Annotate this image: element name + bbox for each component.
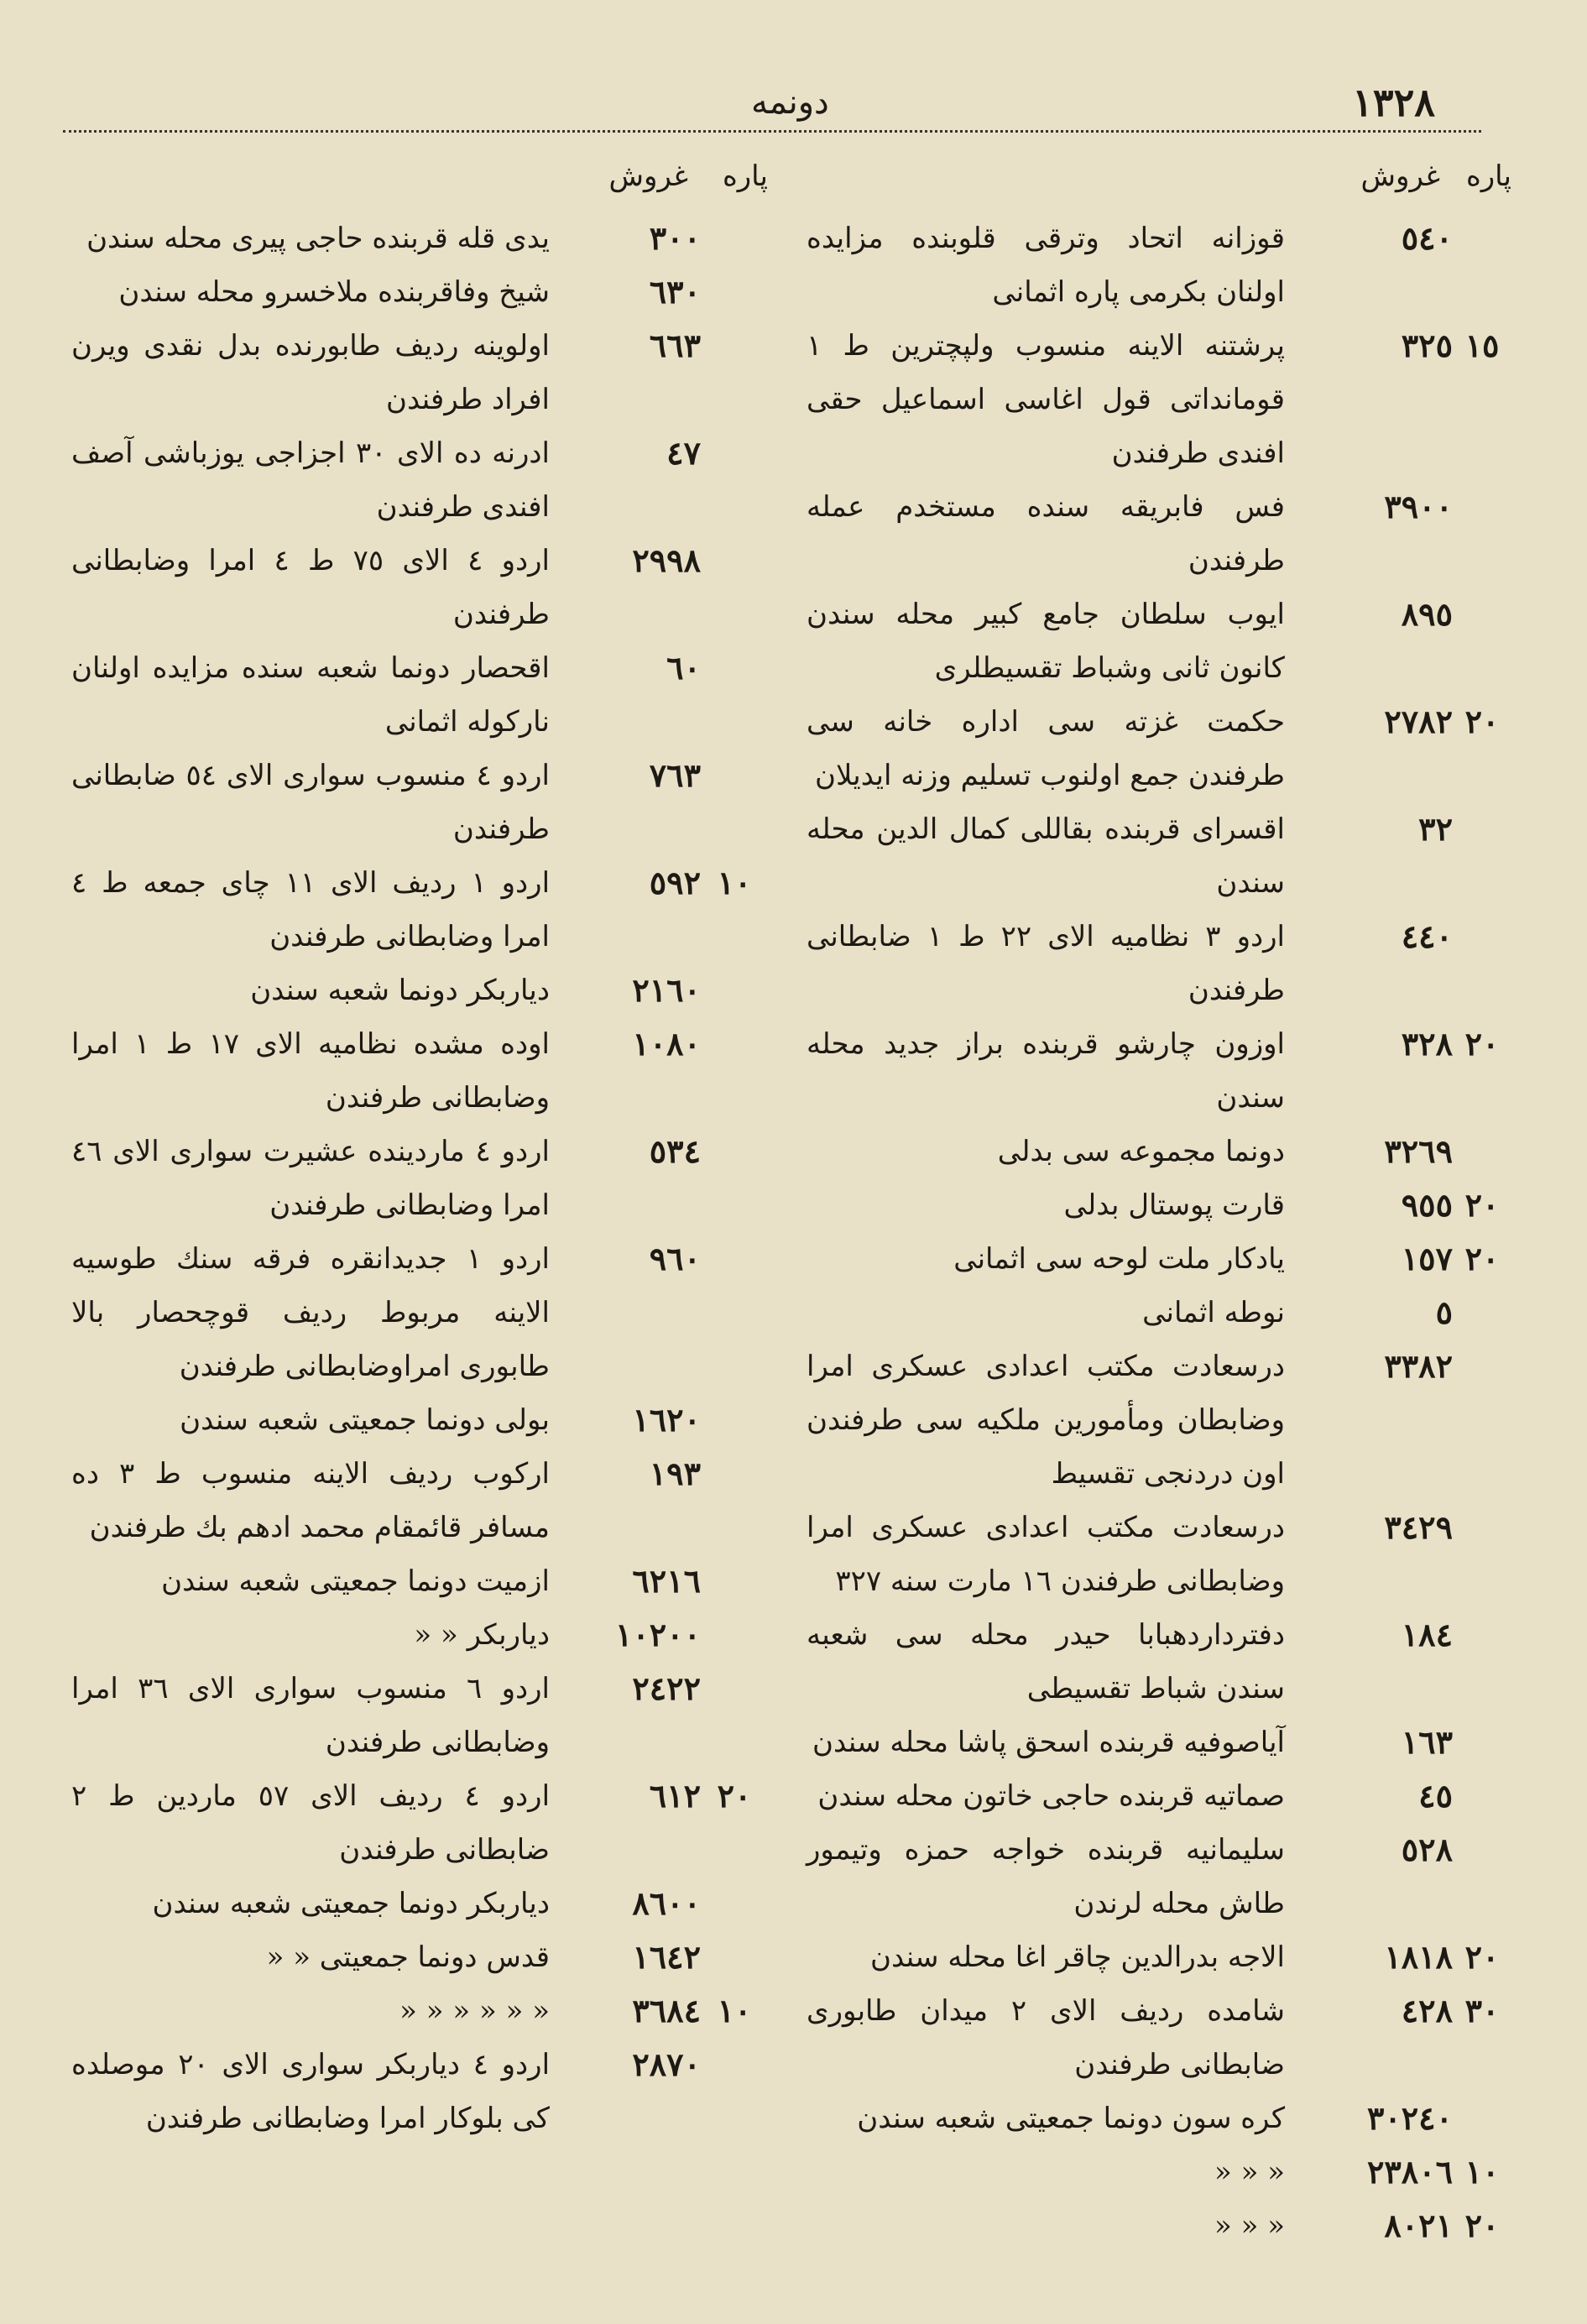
left-column [71,159,768,2145]
ghurush-amount: ٥٤٠ [1401,219,1453,257]
ghurush-amount: ١٦٤٢ [632,1938,701,1976]
ledger-entry [71,1017,768,1125]
entry-description: دونما مجموعه سی بدلی [997,1135,1285,1168]
entry-description: درسعادت مکتب اعدادی عسکری امرا وضابطان ومأمورین ملکیه سی طرفندن اون دردنجی تقسیط [807,1350,1285,1491]
ledger-entry [71,1930,768,1984]
entry-description: اردو ١ جدیدانقره فرقه سنك طوسیه الاینه مربوط ردیف قوچحصار بالا طابوری امراوضابطانی طرفندن [71,1242,551,1383]
para-amount: ٣٠ [1464,1992,1500,2029]
ghurush-amount: ٥٩٢ [649,864,701,901]
ledger-entry [71,1877,768,1930]
entry-description: اوده مشده نظامیه الای ١٧ ط ١ امرا وضابطانی طرفندن [71,1027,550,1115]
ghurush-header: غروش [1360,159,1440,193]
entry-description: اردو ٤ دیاربکر سواری الای ٢٠ موصلده کی بلوکار امرا وضابطانی طرفندن [71,2048,551,2135]
ledger-entry [807,2199,1511,2253]
ghurush-amount: ٤٧ [666,434,701,472]
ledger-entry [71,1984,768,2038]
entry-description: شیخ وفاقربنده ملاخسرو محله سندن [118,275,550,309]
ledger-entry [71,2038,768,2145]
ghurush-amount: ٧٦٣ [649,756,701,794]
ledger-entry [807,588,1511,695]
ledger-entry [807,1930,1511,1984]
para-amount: ١٠ [717,1992,752,2029]
entry-description: کره سون دونما جمعیتی شعبه سندن [857,2102,1285,2135]
entry-description: صماتیه قربنده حاجی خاتون محله سندن [817,1779,1285,1813]
entry-list [807,212,1511,2253]
ledger-entry [71,212,768,265]
entry-description: دیاربکر دونما شعبه سندن [250,974,550,1007]
entry-description: اقسرای قربنده بقاللی کمال الدین محله سندن [807,812,1285,900]
ghurush-amount: ٤٤٠ [1401,917,1453,955]
ghurush-amount: ٦٠ [666,649,701,687]
para-amount: ٢٠ [1464,702,1500,740]
entry-description: پرشتنه الاینه منسوب ولپچترین ط ١ قومانداتی قول اغاسی اسماعیل حقی افندی طرفندن [807,329,1285,470]
ledger-entry [71,1662,768,1769]
entry-description: « « « « « « [399,1994,550,2028]
ghurush-amount: ٥٣٤ [649,1132,701,1170]
ledger-entry [807,1823,1511,1930]
ledger-entry [71,1554,768,1608]
entry-description: ارکوب ردیف الاینه منسوب ط ٣ ده مسافر قائمقام محمد ادهم بك طرفندن [71,1457,550,1544]
entry-description: اردو ٤ الای ٧٥ ط ٤ امرا وضابطانی طرفندن [71,544,550,631]
para-amount: ٢٠ [1464,1186,1500,1224]
page-header [63,80,1481,133]
para-amount: ٢٠ [1464,1240,1500,1277]
ghurush-amount: ٣٢٨ [1401,1025,1453,1063]
ghurush-amount: ٢٧٨٢ [1384,702,1453,740]
entry-description: اوزون چارشو قربنده براز جدید محله سندن [807,1027,1285,1115]
ledger-entry [807,480,1511,588]
entry-description: اقحصار دونما شعبه سنده مزایده اولنان نارکوله اثمانی [71,651,550,739]
ghurush-amount: ٦١٢ [649,1777,701,1815]
entry-description: ازمیت دونما جمعیتی شعبه سندن [161,1564,550,1598]
ghurush-amount: ٤٥ [1418,1777,1453,1815]
para-amount: ٢٠ [1464,1938,1500,1976]
ledger-entry [71,749,768,856]
ghurush-amount: ٤٢٨ [1401,1992,1453,2029]
entry-list [71,212,768,2145]
entry-description: دیاربکر « « [414,1618,550,1652]
ledger-entry [807,1125,1511,1178]
ghurush-amount: ٣٠٢٤٠ [1366,2099,1453,2137]
ghurush-amount: ٣٤٢٩ [1384,1508,1453,1546]
ghurush-amount: ٣٢٦٩ [1384,1132,1453,1170]
ledger-entry [807,212,1511,319]
ledger-entry [807,1017,1511,1125]
ledger-entry [71,534,768,641]
ledger-entry [71,1608,768,1662]
para-amount: ١٠ [1464,2153,1500,2191]
entry-description: ادرنه ده الای ٣٠ اجزاجی یوزباشی آصف افندی طرفندن [71,436,550,524]
ghurush-amount: ٣٣٨٢ [1384,1347,1453,1385]
ghurush-amount: ٣٦٨٤ [632,1992,701,2029]
ledger-entry [71,319,768,426]
ledger-entry [71,1769,768,1877]
entry-description: سلیمانیه قربنده خواجه حمزه وتیمور طاش محله لرندن [807,1833,1285,1920]
para-amount: ٢٠ [1464,2206,1500,2244]
entry-description: الاجه بدرالدین چاقر اغا محله سندن [869,1940,1285,1974]
ledger-entry [807,1178,1511,1232]
entry-description: اردو ٤ ماردینده عشیرت سواری الای ٤٦ امرا وضابطانی طرفندن [71,1135,550,1222]
entry-description: قوزانه اتحاد وترقی قلوبنده مزایده اولنان بکرمی پاره اثمانی [807,222,1285,309]
ghurush-amount: ٥٢٨ [1401,1830,1453,1868]
ledger-entry [71,856,768,964]
entry-description: اردو ٤ ردیف الای ٥٧ ماردین ط ٢ ضابطانی طرفندن [71,1779,551,1867]
para-amount: ٢٠ [1464,1025,1500,1063]
ledger-entry [807,319,1511,480]
ledger-entry [807,695,1511,802]
entry-description: ایوب سلطان جامع کبیر محله سندن کانون ثانی وشباط تقسیطلری [807,598,1285,685]
ledger-entry [71,1393,768,1447]
ghurush-amount: ١٠٨٠ [632,1025,701,1063]
ledger-entry [71,641,768,749]
ghurush-amount: ٨٠٢١ [1384,2206,1453,2244]
ledger-entry [807,802,1511,910]
entry-description: اردو ٦ منسوب سواری الای ٣٦ امرا وضابطانی طرفندن [71,1672,550,1759]
ledger-entry [71,426,768,534]
ghurush-amount: ٢٣٨٠٦ [1366,2153,1453,2191]
para-amount: ٢٠ [717,1777,752,1815]
ledger-entry [807,1769,1511,1823]
ghurush-amount: ١٨٤ [1401,1616,1453,1653]
ghurush-amount: ٢٤٢٢ [632,1669,701,1707]
ghurush-amount: ٩٥٥ [1401,1186,1453,1224]
ghurush-amount: ٣٩٠٠ [1384,488,1453,525]
running-title: دونمه [751,83,829,122]
ghurush-amount: ١٠٢٠٠ [614,1616,701,1653]
ledger-entry [807,1286,1511,1340]
entry-description: دیاربکر دونما جمعیتی شعبه سندن [152,1887,550,1920]
para-amount: ١٠ [717,864,752,901]
entry-description: نوطه اثمانی [1142,1296,1285,1329]
entry-description: فس فابریقه سنده مستخدم عمله طرفندن [807,490,1285,577]
ghurush-amount: ٦٢١٦ [632,1562,701,1600]
ledger-entry [71,964,768,1017]
ghurush-amount: ١٨١٨ [1384,1938,1453,1976]
ledger-entry [807,2092,1511,2145]
ghurush-amount: ٢١٦٠ [632,971,701,1009]
entry-description: حکمت غزته سی اداره خانه سی طرفندن جمع اولنوب تسلیم وزنه ایدیلان [807,705,1285,792]
ledger-entry [71,1125,768,1232]
ghurush-amount: ٣٠٠ [649,219,701,257]
para-header: پاره [722,159,768,193]
entry-description: اردو ٣ نظامیه الای ٢٢ ط ١ ضابطانی طرفندن [807,920,1286,1007]
ghurush-amount: ٢٩٩٨ [632,541,701,579]
ledger-entry [807,1501,1511,1608]
ghurush-amount: ٨٦٠٠ [632,1884,701,1922]
ghurush-amount: ١٥٧ [1401,1240,1453,1277]
right-column [807,159,1511,2253]
entry-description: اولوینه ردیف طابورنده بدل نقدی ویرن افراد طرفندن [71,329,550,416]
ledger-entry [71,1232,768,1393]
entry-description: درسعادت مکتب اعدادی عسکری امرا وضابطانی طرفندن ١٦ مارت سنه ٣٢٧ [807,1511,1285,1598]
ghurush-amount: ٢٨٧٠ [632,2045,701,2083]
entry-description: یدی قله قربنده حاجی پیری محله سندن [86,222,550,255]
para-header: پاره [1465,159,1511,193]
entry-description: اردو ١ ردیف الای ١١ چای جمعه ط ٤ امرا وضابطانی طرفندن [71,866,551,953]
entry-description: قارت پوستال بدلی [1063,1188,1285,1222]
page-number: ۱۳۲۸ [1352,80,1435,125]
column-header [807,159,1511,212]
entry-description: دفترداردهبابا حیدر محله سی شعبه سندن شباط تقسیطی [807,1618,1285,1705]
ghurush-amount: ٣٢ [1418,810,1453,848]
ghurush-amount: ٥ [1435,1293,1453,1331]
entry-description: اردو ٤ منسوب سواری الای ٥٤ ضابطانی طرفندن [71,759,550,846]
ghurush-amount: ٦٣٠ [649,273,701,311]
column-header [71,159,768,212]
ghurush-amount: ٣٢٥ [1401,326,1453,364]
ghurush-amount: ١٦٣ [1401,1723,1453,1761]
entry-description: « « « [1214,2209,1285,2243]
para-amount: ١٥ [1464,326,1500,364]
entry-description: یادکار ملت لوحه سی اثمانی [953,1242,1285,1276]
ledger-entry [807,1340,1511,1501]
ghurush-amount: ١٩٣ [649,1454,701,1492]
entry-description: آیاصوفیه قربنده اسحق پاشا محله سندن [812,1726,1285,1759]
entry-description: بولی دونما جمعیتی شعبه سندن [180,1403,550,1437]
ledger-entry [807,1232,1511,1286]
ledger-entry [807,910,1511,1017]
ghurush-amount: ٨٩٥ [1401,595,1453,633]
ledger-entry [71,265,768,319]
ledger-entry [71,1447,768,1554]
entry-description: شامده ردیف الای ٢ میدان طابوری ضابطانی طرفندن [807,1994,1286,2081]
ghurush-amount: ٦٦٣ [649,326,701,364]
ledger-entry [807,1716,1511,1769]
ghurush-amount: ١٦٢٠ [632,1401,701,1439]
ledger-entry [807,1984,1511,2092]
ghurush-header: غروش [608,159,688,193]
entry-description: قدس دونما جمعیتی « « [266,1940,550,1974]
entry-description: « « « [1214,2155,1285,2189]
ledger-entry [807,2145,1511,2199]
ghurush-amount: ٩٦٠ [649,1240,701,1277]
ledger-entry [807,1608,1511,1716]
